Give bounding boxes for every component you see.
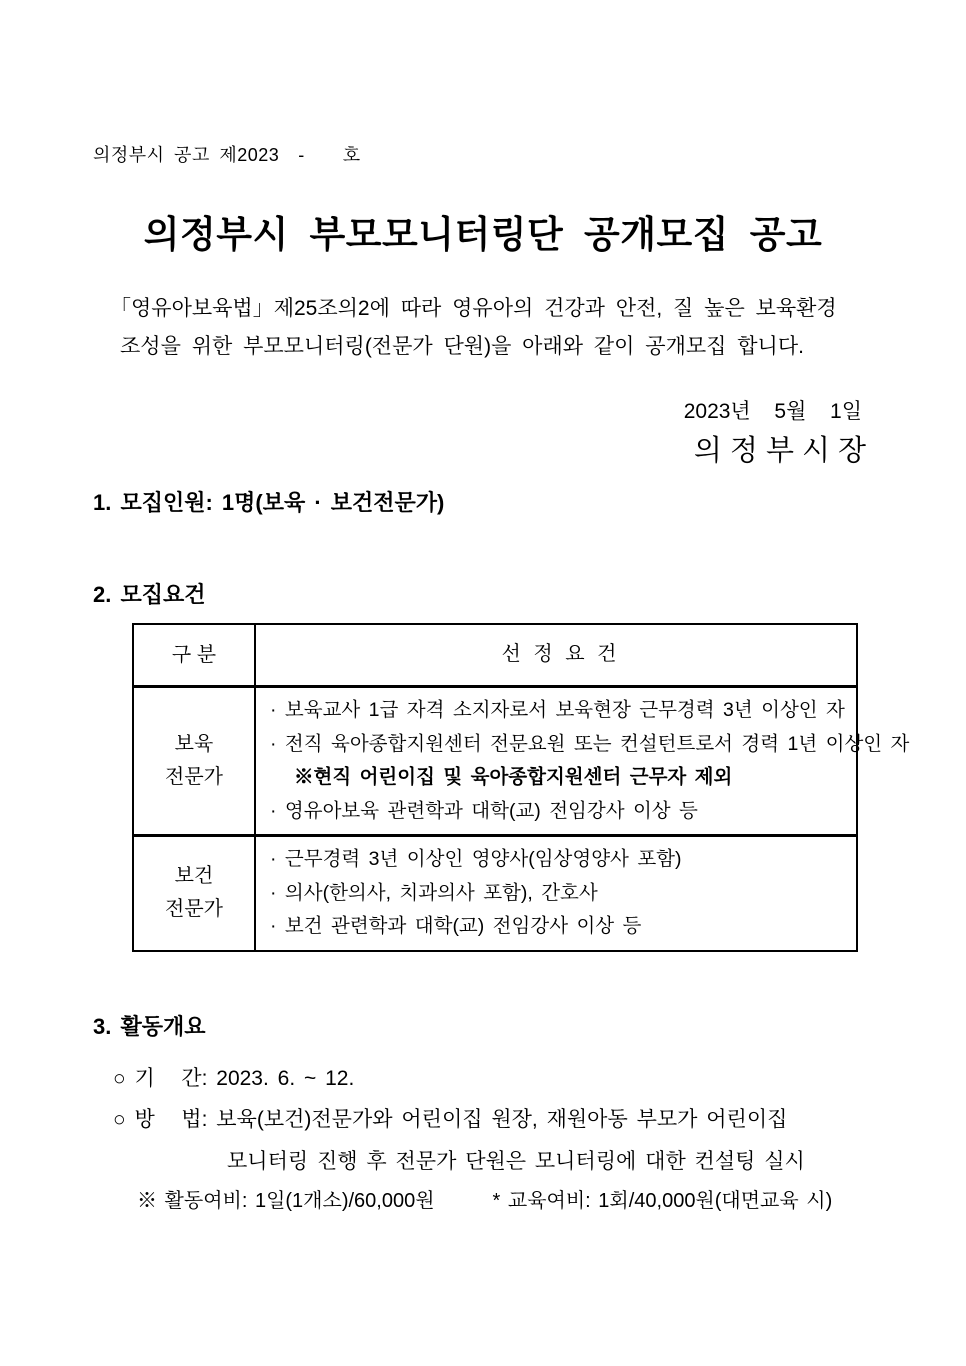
criteria-item: · 근무경력 3년 이상인 영양사(임상영양사 포함) <box>270 848 682 870</box>
table-header-category: 구 분 <box>134 625 256 685</box>
education-expense-note: * 교육여비: 1회/40,000원(대면교육 시) <box>492 1190 833 1212</box>
activity-method-line-2: 모니터링 진행 후 전문가 단원은 모니터링에 대한 컨설팅 실시 <box>227 1150 805 1173</box>
criteria-item: · 영유아보육 관련학과 대학(교) 전임강사 이상 등 <box>270 799 698 822</box>
table-row-childcare-expert <box>134 688 910 834</box>
criteria-item: · 전직 육아종합지원센터 전문요원 또는 컨설턴트로서 경력 1년 이상인 자 <box>270 732 910 755</box>
page-title: 의정부시 부모모니터링단 공개모집 공고 <box>143 214 823 255</box>
notice-date: 2023년 5월 1일 <box>683 400 862 423</box>
mayor-signature: 의정부시장 <box>693 435 874 467</box>
row-category <box>134 837 256 950</box>
section-1-heading: 1. 모집인원: 1명(보육 · 보건전문가) <box>93 490 445 515</box>
table-header-row <box>134 625 856 688</box>
category-line: 보육 <box>174 733 214 755</box>
category-line: 전문가 <box>165 766 223 788</box>
criteria-item: · 보건 관련학과 대학(교) 전임강사 이상 등 <box>270 915 642 937</box>
category-line: 보건 <box>174 865 214 888</box>
activity-period: ○ 기 간: 2023. 6. ~ 12. <box>113 1067 355 1090</box>
row-criteria <box>256 688 915 834</box>
section-3-heading: 3. 활동개요 <box>93 1014 206 1039</box>
row-criteria <box>256 837 856 950</box>
intro-paragraph <box>110 290 837 366</box>
activity-expense-note: ※ 활동여비: 1일(1개소)/60,000원 <box>137 1190 435 1212</box>
table-header-criteria: 선 정 요 건 <box>501 643 619 666</box>
expense-note <box>137 1184 832 1213</box>
table-row-health-expert <box>134 834 856 950</box>
notice-number: 의정부시 공고 제2023 - 호 <box>93 145 361 165</box>
category-line: 전문가 <box>165 898 223 921</box>
section-2-heading: 2. 모집요건 <box>93 582 206 607</box>
row-category <box>134 688 256 834</box>
intro-line-2: 조성을 위한 부모모니터링(전문가 단원)을 아래와 같이 공개모집 합니다. <box>120 335 804 358</box>
intro-line-1: 「영유아보육법」제25조의2에 따라 영유아의 건강과 안전, 질 높은 보육환경 <box>110 297 837 320</box>
criteria-item-exclusion-note: ※현직 어린이집 및 육아종합지원센터 근무자 제외 <box>294 766 733 788</box>
requirements-table <box>132 623 910 952</box>
activity-method-line-1: ○ 방 법: 보육(보건)전문가와 어린이집 원장, 재원아동 부모가 어린이집 <box>113 1108 788 1131</box>
criteria-item: · 보육교사 1급 자격 소지자로서 보육현장 근무경력 3년 이상인 자 <box>270 699 845 721</box>
criteria-item: · 의사(한의사, 치과의사 포함), 간호사 <box>270 881 598 904</box>
